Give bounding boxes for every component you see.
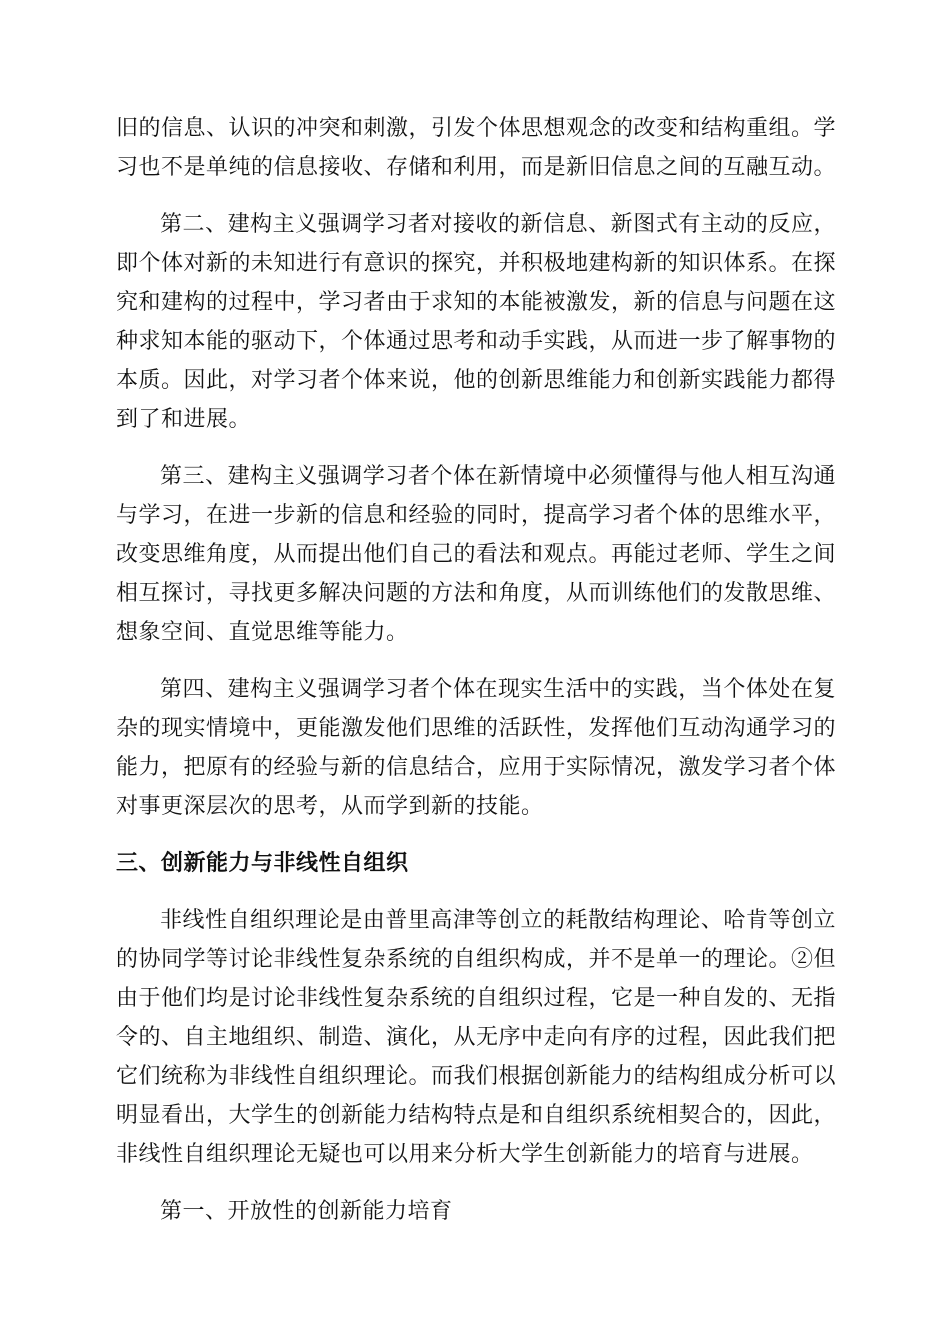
paragraph-second-point: 第二、建构主义强调学习者对接收的新信息、新图式有主动的反应，即个体对新的未知进行有意识的探究，并积极地建构新的知识体系。在探究和建构的过程中，学习者由于求知的本能被激发，新的信息与问题在这种求知本能的驱动下，个体通过思考和动手实践，从而进一步了解事物的本质。因此，对学习者个体来说，他的创新思维能力和创新实践能力都得到了和进展。	[116, 212, 837, 432]
document-page	[116, 109, 836, 1231]
paragraph-third-point: 第三、建构主义强调学习者个体在新情境中必须懂得与他人相互沟通与学习，在进一步新的信息和经验的同时，提高学习者个体的思维水平，改变思维角度，从而提出他们自己的看法和观点。再能过老师、学生之间相互探讨，寻找更多解决问题的方法和角度，从而训练他们的发散思维、想象空间、直觉思维等能力。	[116, 464, 837, 645]
paragraph-first-openness: 第一、开放性的创新能力培育	[160, 1199, 453, 1224]
section-heading: 三、创新能力与非线性自组织	[116, 851, 409, 876]
paragraph-fourth-point: 第四、建构主义强调学习者个体在现实生活中的实践，当个体处在复杂的现实情境中，更能激发他们思维的活跃性，发挥他们互动沟通学习的能力，把原有的经验与新的信息结合，应用于实际情况，激发学习者个体对事更深层次的思考，从而学到新的技能。	[116, 677, 837, 819]
paragraph-nonlinear-theory: 非线性自组织理论是由普里高津等创立的耗散结构理论、哈肯等创立的协同学等讨论非线性复杂系统的自组织构成，并不是单一的理论。②但由于他们均是讨论非线性复杂系统的自组织过程，它是一种自发的、无指令的、自主地组织、制造、演化，从无序中走向有序的过程，因此我们把它们统称为非线性自组织理论。而我们根据创新能力的结构组成分析可以明显看出，大学生的创新能力结构特点是和自组织系统相契合的，因此，非线性自组织理论无疑也可以用来分析大学生创新能力的培育与进展。	[116, 908, 837, 1167]
paragraph-continuation: 旧的信息、认识的冲突和刺激，引发个体思想观念的改变和结构重组。学习也不是单纯的信息接收、存储和利用，而是新旧信息之间的互融互动。	[116, 116, 837, 180]
